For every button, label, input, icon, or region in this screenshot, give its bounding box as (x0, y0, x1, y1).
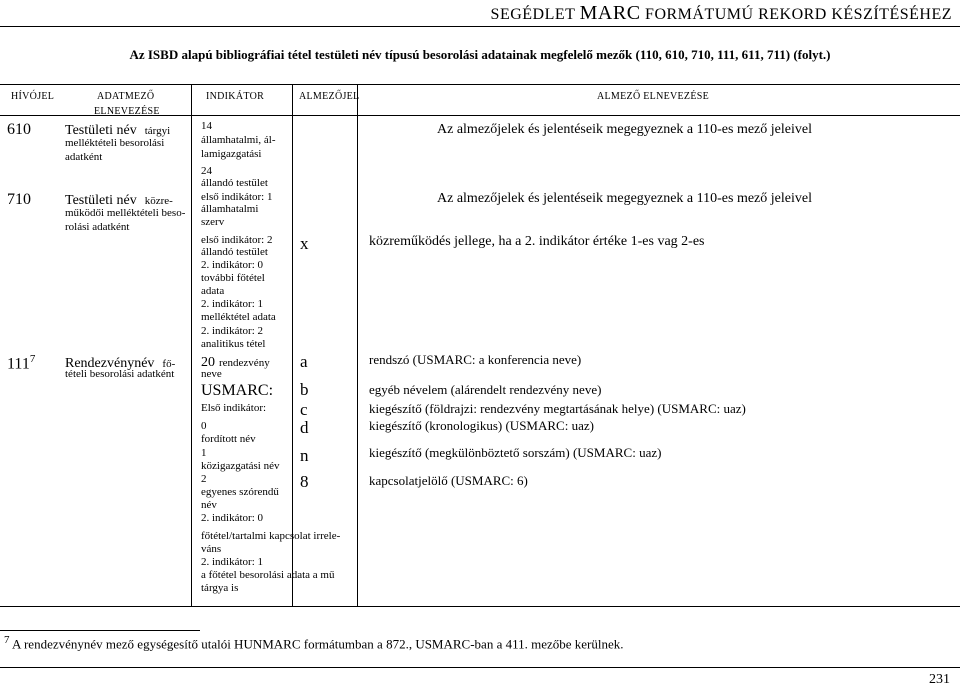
indicator-111-6: fordított név (201, 433, 256, 445)
field-name-610-line2: melléktételi besorolási (65, 137, 165, 149)
subfield-desc-111-n: kiegészítő (megkülönböztető sorszám) (USMARC: uaz) (369, 445, 662, 460)
indicator-710-10: melléktétel adata (201, 311, 276, 323)
indicator-610-5: állandó testület (201, 177, 268, 189)
field-name-710: Testületi név közre- (65, 193, 173, 208)
subfield-code-111-n: n (300, 446, 309, 465)
indicator-111-3: USMARC: (201, 382, 274, 399)
subfield-desc-111-d: kiegészítő (kronologikus) (USMARC: uaz) (369, 418, 594, 433)
header-rule (0, 26, 960, 27)
col-header-almezojel: ALMEZŐJEL (299, 91, 360, 102)
subfield-code-111-c: c (300, 400, 308, 419)
indicator-111-17: tárgya is (201, 582, 239, 594)
indicator-111-8: közigazgatási név (201, 460, 280, 472)
indicator-610-3: lamigazgatási (201, 148, 262, 160)
subfield-desc-710-x: közreműködés jellege, ha a 2. indikátor értéke 1-es vag 2-es (369, 234, 705, 249)
subfield-desc-710: Az almezőjelek és jelentéseik megegyeznek a 110-es mező jeleivel (437, 191, 812, 206)
indicator-111-1: 20 rendezvény (201, 355, 270, 370)
col-header-adatmezo-1: ADATMEZŐ (97, 91, 155, 102)
subfield-code-111-a: a (300, 352, 308, 371)
footnote (4, 634, 624, 652)
indicator-710-5: állandó testület (201, 246, 268, 258)
indicator-710-6: 2. indikátor: 0 (201, 259, 264, 271)
indicator-710-1: első indikátor: 1 (201, 191, 273, 203)
indicator-710-7: további főtétel (201, 272, 265, 284)
footnote-rule (0, 630, 200, 631)
tag-111: $111^7$ (7, 353, 36, 373)
indicator-710-4: első indikátor: 2 (201, 234, 273, 246)
subfield-desc-111-b: egyéb névelem (alárendelt rendezvény neve) (369, 382, 602, 397)
field-name-610: Testületi név tárgyi (65, 123, 171, 138)
footnote-text: A rendezvénynév mező egységesítő utalói HUNMARC formátumban a 872., USMARC-ban a 411. mezőbe kerülnek. (12, 636, 624, 652)
indicator-111-4: Első indikátor: (201, 402, 267, 414)
page-number: 231 (929, 672, 950, 687)
field-name-710-line3: rolási adatként (65, 221, 130, 233)
indicator-710-12: analitikus tétel (201, 338, 266, 350)
col-divider-1 (191, 84, 192, 606)
subfield-code-111-8: 8 (300, 472, 309, 491)
header-rest: FORMÁTUMÚ REKORD KÉSZÍTÉSÉHEZ (645, 6, 952, 23)
indicator-710-9: 2. indikátor: 1 (201, 298, 264, 310)
indicator-111-13: főtétel/tartalmi kapcsolat irrele- (201, 530, 341, 542)
page-footer-rule (0, 667, 960, 668)
subfield-code-710-x: x (300, 234, 309, 253)
indicator-111-16: a főtétel besorolási adata a mű (201, 569, 335, 581)
indicator-111-14: váns (201, 543, 222, 555)
field-name-111-line2: tételi besorolási adatként (65, 368, 175, 380)
subfield-code-111-b: b (300, 380, 309, 399)
page-subtitle: Az ISBD alapú bibliográfiai tétel testületi név típusú besorolási adatainak megfelelő mezők (110, 610, 710, 111, 611, 711) (folyt.) (129, 47, 831, 62)
field-name-610-line3: adatként (65, 151, 103, 163)
col-divider-2 (292, 84, 293, 606)
indicator-111-9: 2 (201, 473, 207, 485)
subfield-desc-111-8: kapcsolatjelölő (USMARC: 6) (369, 473, 528, 488)
footnote-ref: 7 (29, 353, 36, 365)
indicator-610-2: államhatalmi, ál- (201, 134, 276, 146)
indicator-710-2: államhatalmi (201, 203, 259, 215)
indicator-710-8: adata (201, 285, 225, 297)
subfield-desc-610: Az almezőjelek és jelentéseik megegyeznek a 110-es mező jeleivel (437, 122, 812, 137)
indicator-111-15: 2. indikátor: 1 (201, 556, 264, 568)
indicator-111-12: 2. indikátor: 0 (201, 512, 264, 524)
col-header-hivojel: HÍVÓJEL (11, 91, 55, 102)
indicator-111-7: 1 (201, 447, 207, 459)
subfield-code-111-d: d (300, 418, 309, 437)
table-bottom-rule (0, 606, 960, 607)
indicator-610-4: 24 (201, 165, 212, 177)
col-divider-3 (357, 84, 358, 606)
indicator-710-11: 2. indikátor: 2 (201, 325, 264, 337)
indicator-111-11: név (201, 499, 217, 511)
header-prefix: SEGÉDLET (490, 6, 576, 23)
col-header-adatmezo-2: ELNEVEZÉSE (94, 106, 160, 117)
indicator-111-2: neve (201, 368, 222, 380)
field-name-111: Rendezvénynév fő- (65, 356, 176, 371)
field-name-710-line2: működői melléktételi beso- (65, 207, 186, 219)
col-header-almezo-nev: ALMEZŐ ELNEVEZÉSE (597, 91, 710, 102)
col-header-indikator: INDIKÁTOR (206, 91, 265, 102)
subfield-desc-111-c: kiegészítő (földrajzi: rendezvény megtartásának helye) (USMARC: uaz) (369, 401, 746, 416)
subfield-desc-111-a: rendszó (USMARC: a konferencia neve) (369, 352, 582, 367)
tag-710: 710 (7, 191, 31, 208)
table-top-rule (0, 84, 960, 85)
footnote-mark: 7 (4, 634, 10, 646)
tag-610: 610 (7, 121, 31, 138)
header-marc: MARC (579, 2, 641, 24)
indicator-111-5: 0 (201, 420, 207, 432)
indicator-710-3: szerv (201, 216, 225, 228)
indicator-111-10: egyenes szórendű (201, 486, 279, 498)
indicator-610-1: 14 (201, 120, 212, 132)
running-header (0, 2, 952, 25)
